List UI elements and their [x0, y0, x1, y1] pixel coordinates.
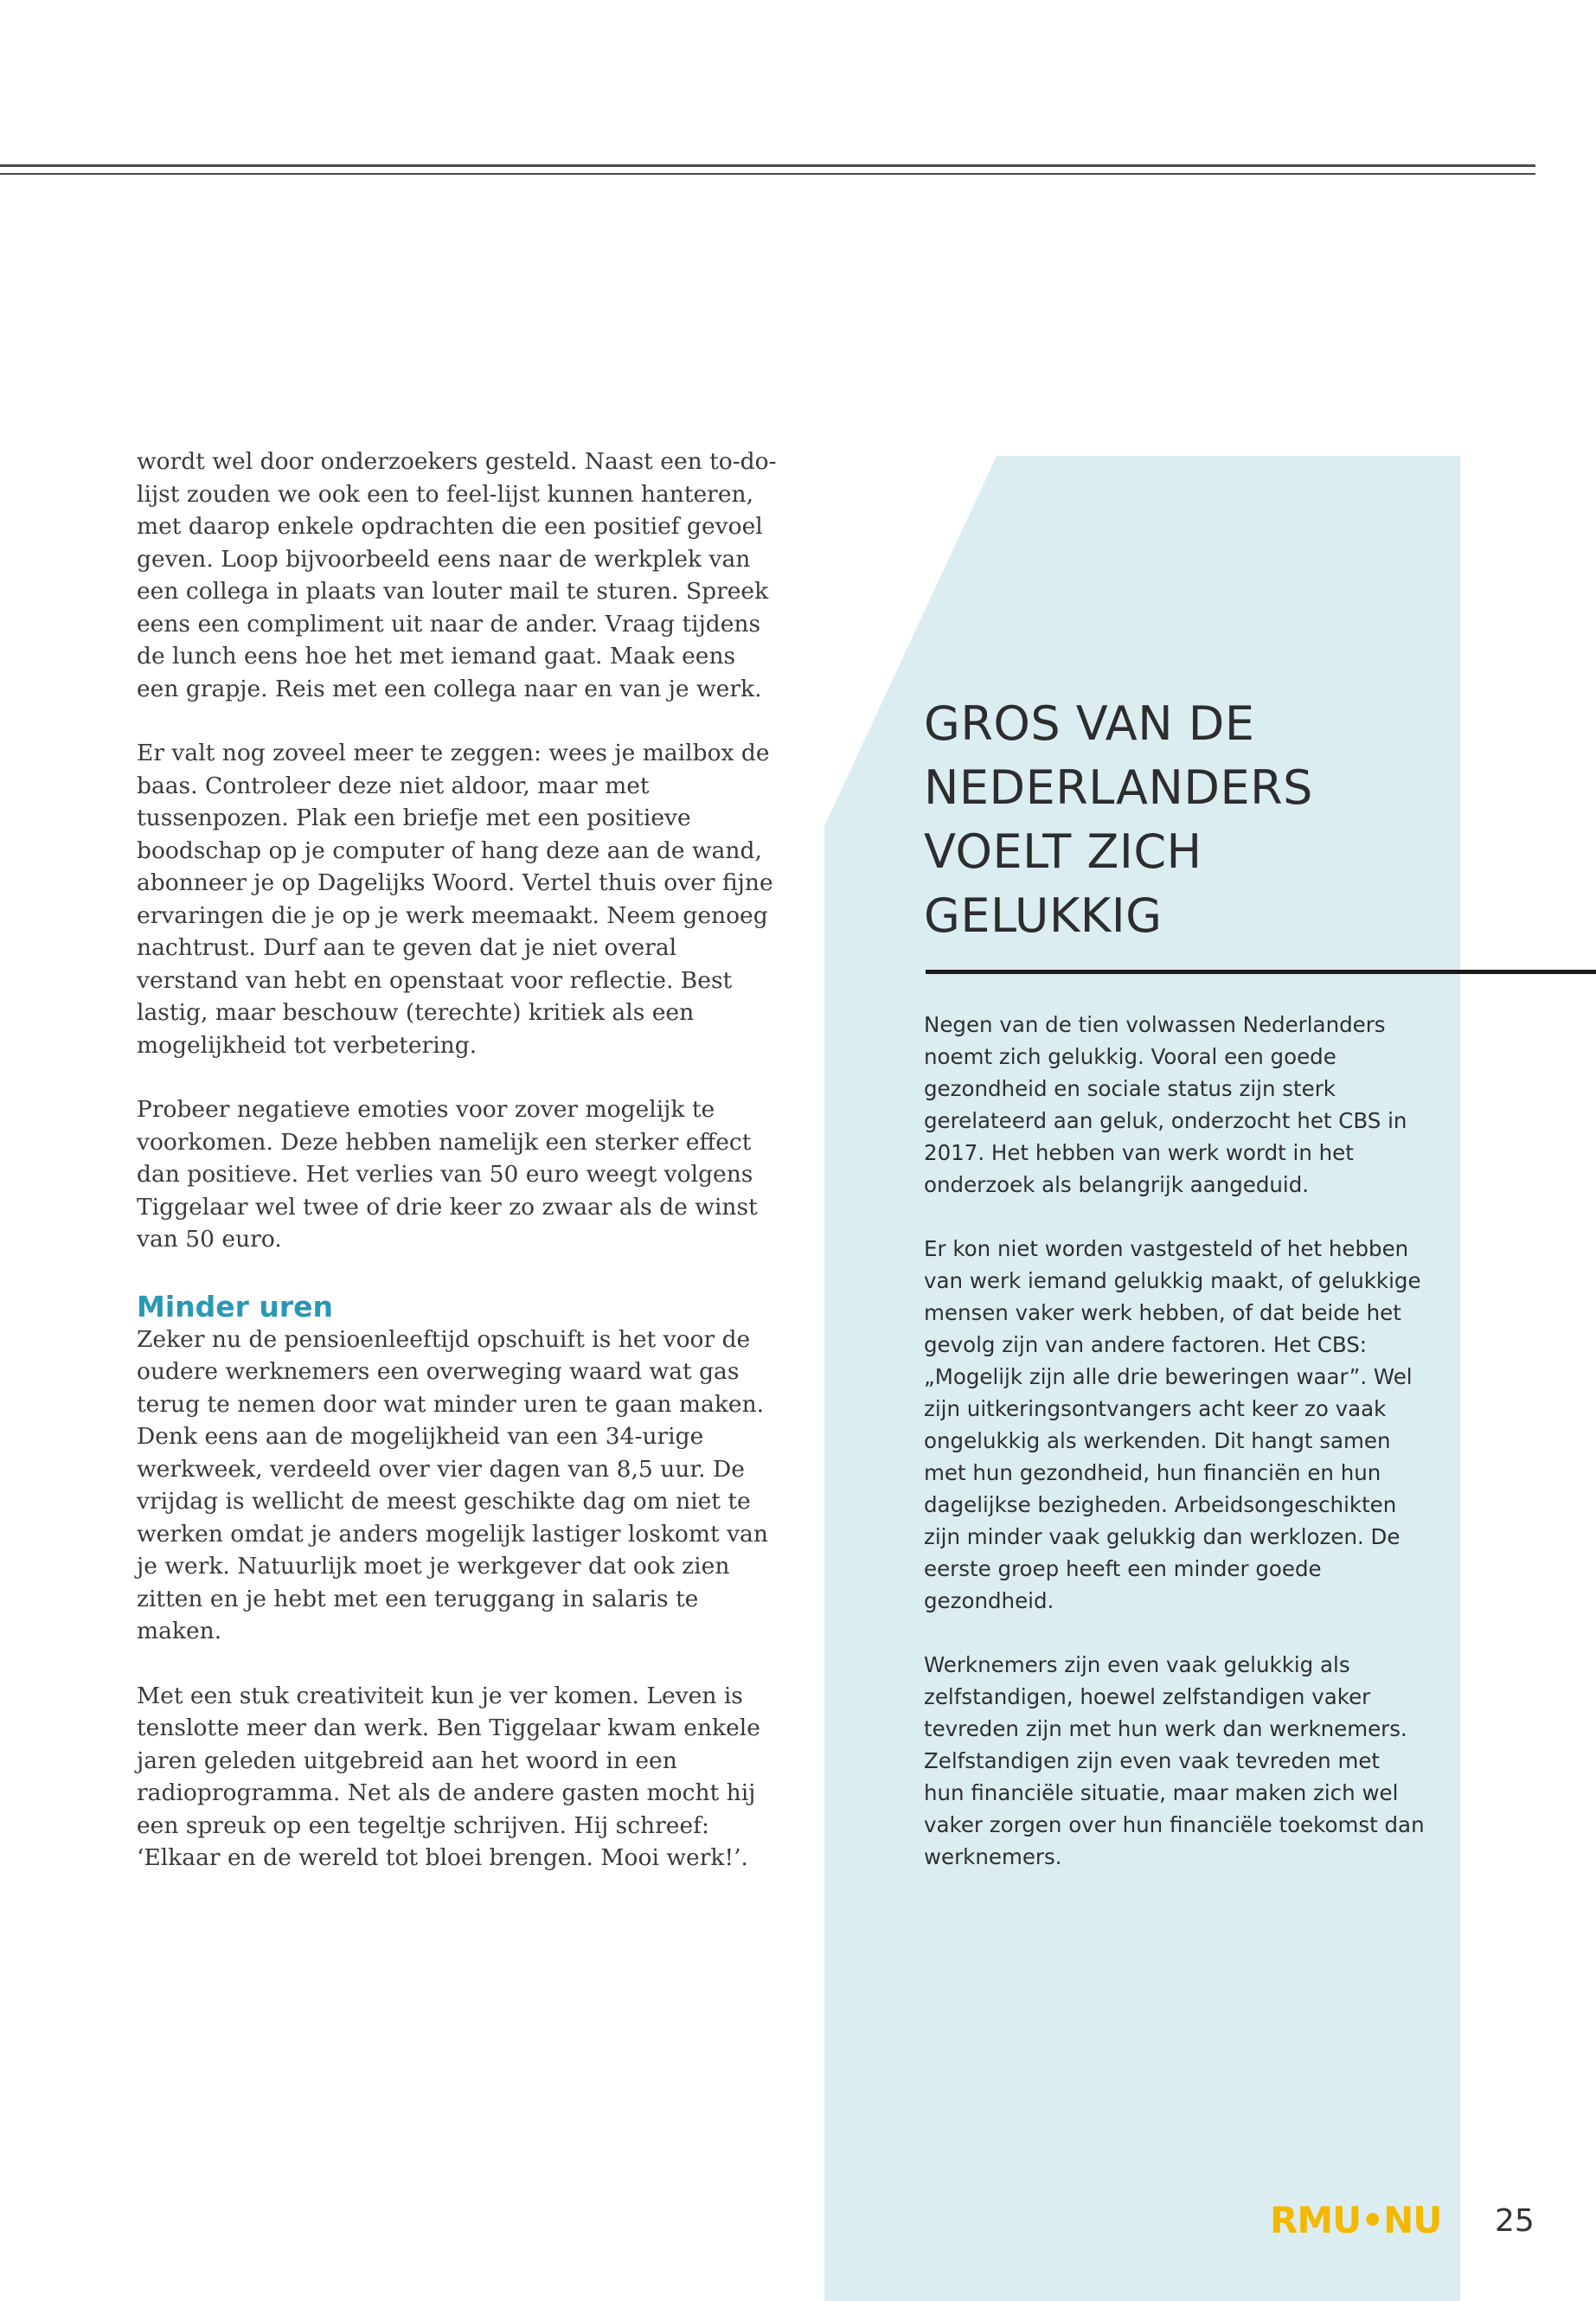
article-column	[137, 445, 777, 1907]
sidebar-title-rule	[926, 970, 1596, 974]
sidebar-paragraph-2: Er kon niet worden vastgesteld of het hebben van werk iemand gelukkig maakt, of gelukkige mensen vaker werk hebben, of dat beide het gevolg zijn van andere factoren. Het CBS: „Mogelijk zijn alle drie beweringen waar”. Wel zijn uitkeringsontvangers acht keer zo vaak ongelukkig als werkenden. Dit hangt samen met hun gezondheid, hun financiën en hun dagelijkse bezigheden. Arbeidsongeschikten zijn minder vaak gelukkig dan werklozen. De eerste groep heeft een minder goede gezondheid.	[924, 1236, 1421, 1613]
page-number: 25	[1495, 2203, 1535, 2239]
section-paragraph-2: Met een stuk creativiteit kun je ver komen. Leven is tenslotte meer dan werk. Ben Tiggelaar kwam enkele jaren geleden uitgebreid aan het woord in een radioprogramma. Net als de andere gasten mocht hij een spreuk op een tegeltje schrijven. Hij schreef: ‘Elkaar en de wereld tot bloei brengen. Mooi werk!’.	[137, 1682, 760, 1871]
rmu-nu-logo: RMU•NU	[1270, 2199, 1442, 2241]
sidebar-title	[924, 692, 1547, 948]
sidebar-body	[924, 1009, 1426, 1905]
article-paragraph-3: Probeer negatieve emoties voor zover mogelijk te voorkomen. Deze hebben namelijk een sterker effect dan positieve. Het verlies van 50 euro weegt volgens Tiggelaar wel twee of drie keer zo zwaar als de winst van 50 euro.	[137, 1096, 758, 1253]
sidebar-title-line: NEDERLANDERS	[924, 760, 1313, 815]
article-paragraph-2: Er valt nog zoveel meer te zeggen: wees je mailbox de baas. Controleer deze niet aldoor, maar met tussenpozen. Plak een briefje met een positieve boodschap op je computer of hang deze aan de wand, abonneer je op Dagelijks Woord. Vertel thuis over fijne ervaringen die je op je werk meemaakt. Neem genoeg nachtrust. Durf aan te geven dat je niet overal verstand van hebt en openstaat voor reflectie. Best lastig, maar beschouw (terechte) kritiek als een mogelijkheid tot verbetering.	[137, 740, 773, 1059]
sidebar-paragraph-1: Negen van de tien volwassen Nederlanders noemt zich gelukkig. Vooral een goede gezondheid en sociale status zijn sterk gerelateerd aan geluk, onderzocht het CBS in 2017. Het hebben van werk wordt in het onderzoek als belangrijk aangeduid.	[924, 1012, 1407, 1197]
sidebar-title-line: GELUKKIG	[924, 888, 1163, 943]
sidebar-paragraph-3: Werknemers zijn even vaak gelukkig als zelfstandigen, hoewel zelfstandigen vaker tevreden zijn met hun werk dan werknemers. Zelfstandigen zijn even vaak tevreden met hun financiële situatie, maar maken zich wel vaker zorgen over hun financiële toekomst dan werknemers.	[924, 1652, 1425, 1869]
section-heading: Minder uren	[137, 1289, 334, 1324]
sidebar-title-line: VOELT ZICH	[924, 824, 1202, 879]
section-paragraph-1: Zeker nu de pensioenleeftijd opschuift is het voor de oudere werknemers een overweging waard wat gas terug te nemen door wat minder uren te gaan maken. Denk eens aan de mogelijkheid van een 34-urige werkweek, verdeeld over vier dagen van 8,5 uur. De vrijdag is wellicht de meest geschikte dag om niet te werken omdat je anders mogelijk lastiger loskomt van je werk. Natuurlijk moet je werkgever dat ook zien zitten en je hebt met een teruggang in salaris te maken.	[137, 1325, 768, 1644]
article-paragraph-1: wordt wel door onderzoekers gesteld. Naast een to-do-lijst zouden we ook een to feel-lijst kunnen hanteren, met daarop enkele opdrachten die een positief gevoel geven. Loop bijvoorbeeld eens naar de werkplek van een collega in plaats van louter mail te sturen. Spreek eens een compliment uit naar de ander. Vraag tijdens de lunch eens hoe het met iemand gaat. Maak eens een grapje. Reis met een collega naar en van je werk.	[137, 448, 777, 702]
sidebar-title-line: GROS VAN DE	[924, 696, 1255, 751]
